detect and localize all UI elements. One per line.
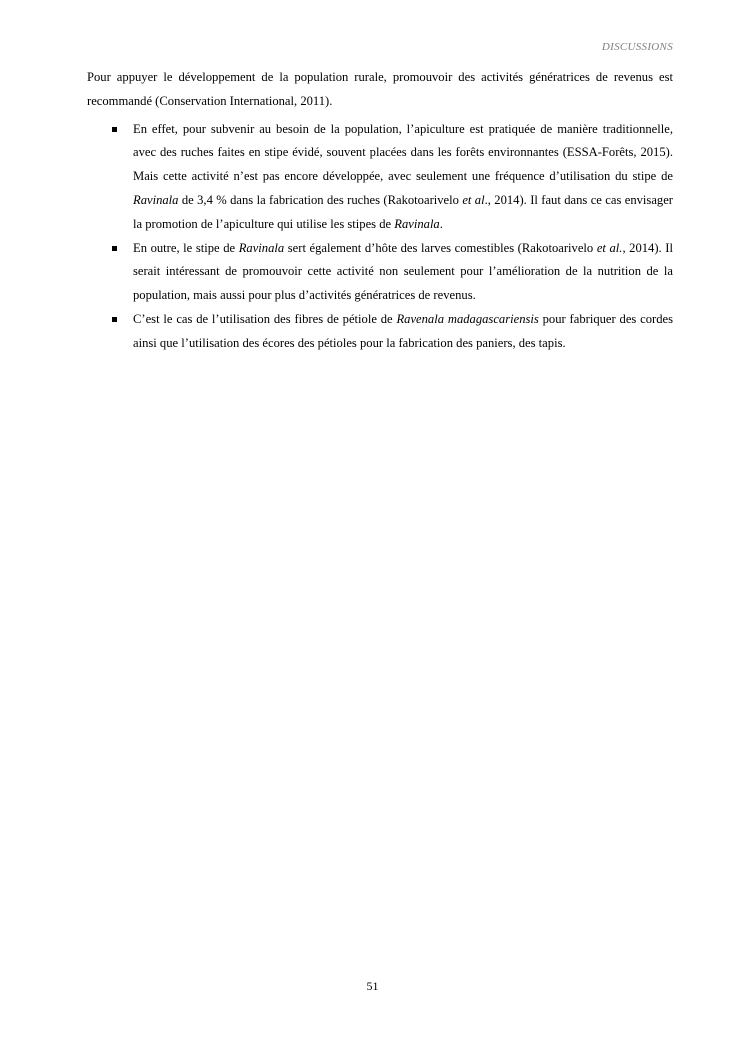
list-item-text: de 3,4 % dans la fabrication des ruches (Rakotoarivelo: [178, 192, 463, 207]
list-item-text: En effet, pour subvenir au besoin de la population, l’apiculture est pratiquée de manière traditionnelle, avec des ruches faites en stipe évidé, souvent placées dans les forêts environnantes (ESSA-Forêts, 2015). Mais cette activité n’est pas encore développée, avec seulement une fréquence d’utilisation du stipe de: [133, 121, 673, 184]
species-name: Ravinala: [238, 240, 285, 255]
citation-etal: et al: [462, 192, 485, 207]
list-item: [133, 308, 673, 356]
species-name: Ravinala: [133, 192, 179, 207]
square-bullet-icon: [112, 317, 117, 322]
page-number: 51: [366, 979, 379, 993]
list-item-text: En outre, le stipe de: [133, 240, 239, 255]
section-header: DISCUSSIONS: [601, 41, 673, 53]
list-item-text: pour fabriquer des cordes ainsi que l’utilisation des écores des pétioles pour la fabrication des paniers, des tapis.: [133, 311, 674, 350]
list-item-text: ., 2014). Il faut dans ce cas envisager la promotion de l’apiculture qui utilise les stipes de: [133, 192, 673, 231]
list-item-text: , 2014). Il serait intéressant de promouvoir cette activité non seulement pour l’amélioration de la nutrition de la population, mais aussi pour plus d’activités génératrices de revenus.: [133, 240, 673, 303]
square-bullet-icon: [112, 127, 117, 132]
citation-etal: et al.: [596, 240, 623, 255]
list-item-text: .: [439, 216, 443, 231]
list-item: [133, 237, 673, 308]
list-item: [133, 118, 673, 237]
document-body: [87, 66, 673, 356]
bullet-list: [87, 118, 673, 356]
list-item-text: sert également d’hôte des larves comestibles (Rakotoarivelo: [284, 240, 597, 255]
intro-paragraph: Pour appuyer le développement de la population rurale, promouvoir des activités génératrices de revenus est recommandé (Conservation International, 2011).: [87, 70, 673, 108]
species-name: Ravinala: [394, 216, 440, 231]
list-item-text: C’est le cas de l’utilisation des fibres de pétiole de: [133, 311, 397, 326]
square-bullet-icon: [112, 246, 117, 251]
species-name: Ravenala madagascariensis: [396, 311, 539, 326]
